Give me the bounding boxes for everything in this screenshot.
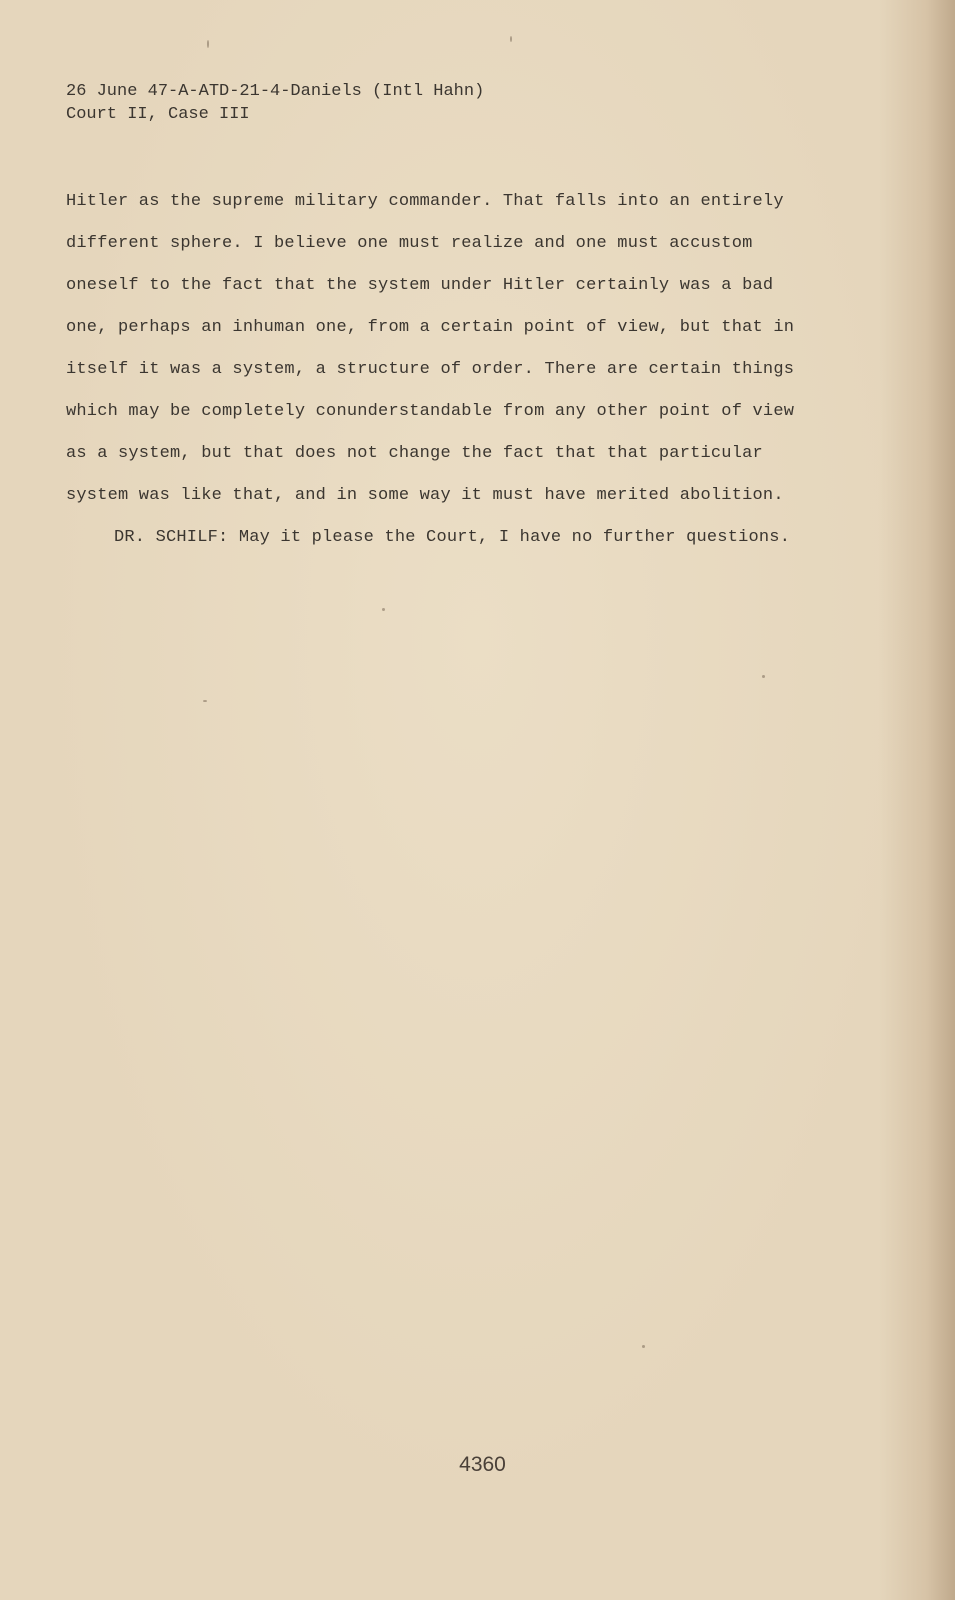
body-line: which may be completely conunderstandable from any other point of view <box>66 402 795 421</box>
paper-speck <box>642 1345 645 1348</box>
paper-speck <box>203 700 207 702</box>
body-line: as a system, but that does not change the fact that that particular <box>66 444 763 463</box>
paper-speck <box>762 675 765 678</box>
transcript-body <box>66 181 866 559</box>
body-line: oneself to the fact that the system under Hitler certainly was a bad <box>66 276 774 295</box>
header-court-case: Court II, Case III <box>66 105 250 124</box>
page-number: 4360 <box>459 1453 506 1476</box>
paper-speck <box>382 608 385 611</box>
header-transcript-reference: 26 June 47-A-ATD-21-4-Daniels (Intl Hahn) <box>66 82 485 101</box>
body-line: system was like that, and in some way it must have merited abolition. <box>66 486 784 505</box>
paper-speck <box>207 40 209 48</box>
document-header <box>66 80 484 126</box>
body-line: Hitler as the supreme military commander. That falls into an entirely <box>66 192 784 211</box>
body-line: one, perhaps an inhuman one, from a certain point of view, but that in <box>66 318 795 337</box>
paper-speck <box>510 36 512 42</box>
body-line: different sphere. I believe one must realize and one must accustom <box>66 234 753 253</box>
closing-statement: DR. SCHILF: May it please the Court, I have no further questions. <box>114 528 791 547</box>
body-line: itself it was a system, a structure of order. There are certain things <box>66 360 795 379</box>
